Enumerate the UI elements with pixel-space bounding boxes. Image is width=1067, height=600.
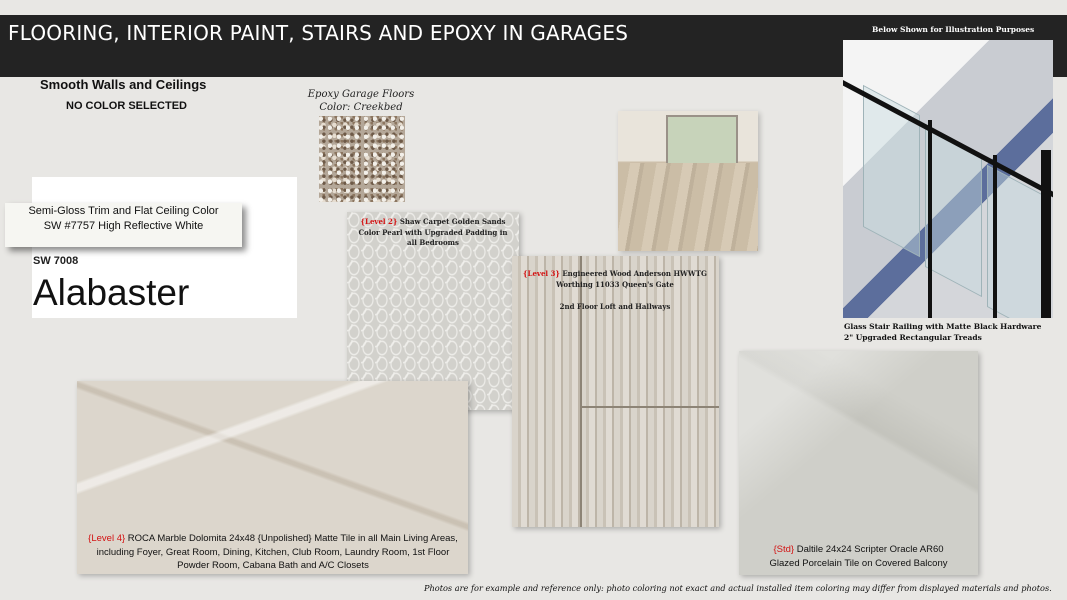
porcelain-tile-image bbox=[739, 351, 978, 575]
porcelain-label bbox=[742, 543, 975, 571]
plank-seam bbox=[580, 256, 582, 527]
stair-caption bbox=[844, 321, 1064, 343]
stair-railing-photo bbox=[843, 40, 1053, 318]
wood-room-photo bbox=[618, 111, 758, 251]
carpet-label bbox=[353, 217, 513, 249]
disclaimer: Photos are for example and reference only: photo coloring not exact and actual installed item coloring may differ from displayed materials and photos. bbox=[424, 583, 1052, 593]
room-window bbox=[666, 115, 738, 167]
epoxy-label bbox=[298, 88, 424, 114]
walls-color-status: NO COLOR SELECTED bbox=[66, 100, 188, 112]
paint-code: SW 7008 bbox=[33, 255, 79, 267]
carpet-level: {Level 2} bbox=[360, 217, 398, 226]
walls-title: Smooth Walls and Ceilings bbox=[40, 77, 207, 92]
wood-sample-image bbox=[512, 256, 719, 527]
rail-post bbox=[993, 155, 997, 318]
trim-color-card bbox=[5, 203, 242, 247]
room-floor bbox=[618, 163, 758, 251]
illustration-note: Below Shown for Illustration Purposes bbox=[872, 25, 1035, 34]
wood-label bbox=[520, 269, 710, 290]
wood-text: Engineered Wood Anderson HWWTG Worthing 11033 Queen's Gate bbox=[556, 269, 707, 289]
plank-seam bbox=[582, 406, 719, 408]
epoxy-line-1: Epoxy Garage Floors bbox=[307, 89, 415, 100]
paint-name: Alabaster bbox=[33, 272, 190, 313]
marble-label bbox=[82, 532, 464, 573]
carpet-text: Shaw Carpet Golden Sands Color Pearl with Upgraded Padding in all Bedrooms bbox=[358, 217, 508, 247]
trim-line-1: Semi-Gloss Trim and Flat Ceiling Color bbox=[28, 205, 219, 217]
porcelain-text-2: Glazed Porcelain Tile on Covered Balcony bbox=[769, 558, 948, 569]
stair-line-1: Glass Stair Railing with Matte Black Hardware bbox=[844, 322, 1042, 331]
epoxy-line-2: Color: Creekbed bbox=[319, 102, 403, 113]
marble-level: {Level 4} bbox=[88, 533, 126, 544]
epoxy-swatch-image bbox=[319, 116, 405, 202]
porcelain-text-1: Daltile 24x24 Scripter Oracle AR60 bbox=[796, 544, 944, 555]
porcelain-level: {Std} bbox=[773, 544, 795, 555]
trim-line-2: SW #7757 High Reflective White bbox=[43, 220, 204, 232]
wood-level: {Level 3} bbox=[523, 269, 560, 278]
rail-post bbox=[1041, 150, 1051, 318]
page-title: FLOORING, INTERIOR PAINT, STAIRS AND EPOXY IN GARAGES bbox=[8, 21, 629, 45]
stair-line-2: 2" Upgraded Rectangular Treads bbox=[844, 333, 982, 342]
wood-location: 2nd Floor Loft and Hallways bbox=[559, 302, 671, 311]
rail-post bbox=[928, 120, 932, 318]
marble-text: ROCA Marble Dolomita 24x48 {Unpolished} Matte Tile in all Main Living Areas, including Foyer, Great Room, Dining, Kitchen, Club Room, Laundry Room, 1st Floor Powder Room, Cabana Bath and A/C Closets bbox=[96, 533, 458, 571]
